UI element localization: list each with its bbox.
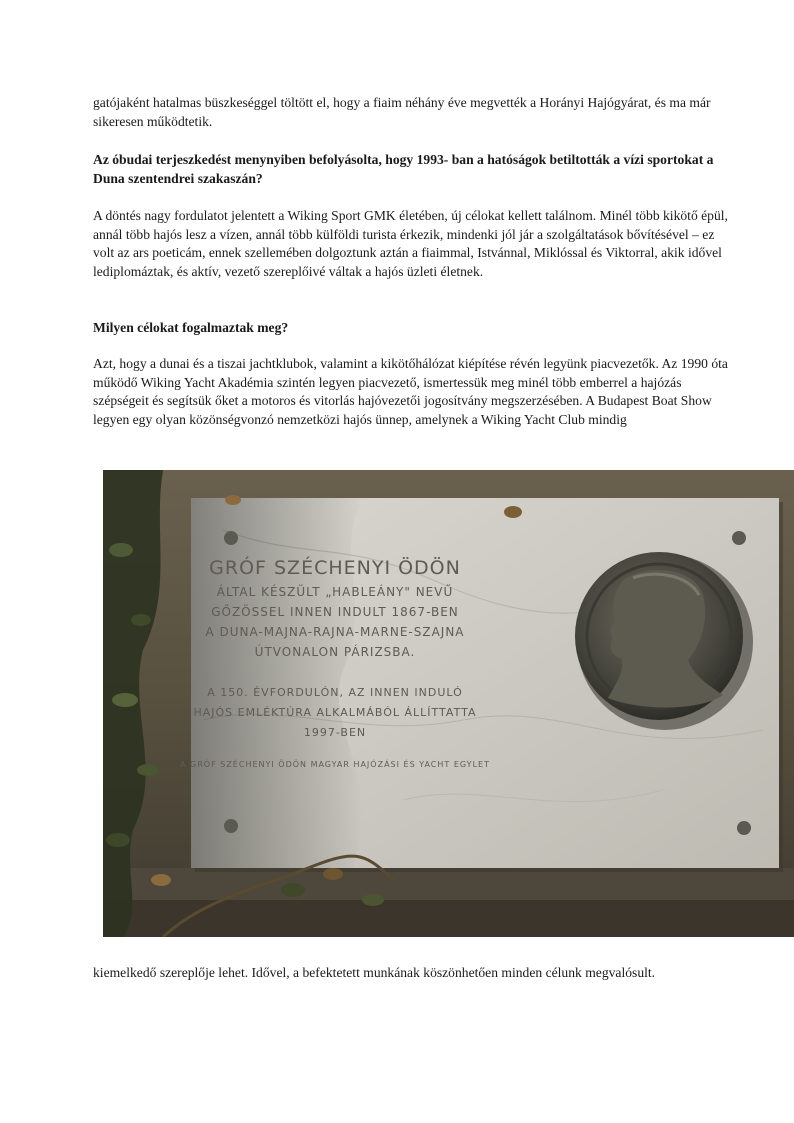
plaque-line-3: GŐZÖSSEL INNEN INDULT 1867-BEN (211, 605, 459, 619)
plaque-line-7: HAJÓS EMLÉKTÚRA ALKALMÁBÓL ÁLLÍTTATTA (193, 706, 477, 719)
plaque-line-1: GRÓF SZÉCHENYI ÖDÖN (209, 557, 461, 579)
plaque-line-4: A DUNA-MAJNA-RAJNA-MARNE-SZAJNA (205, 625, 465, 639)
plaque-line-2: ÁLTAL KÉSZÜLT „HABLEÁNY" NEVŰ (216, 585, 454, 599)
plaque-line-5: ÚTVONALON PÁRIZSBA. (254, 645, 416, 659)
memorial-plaque-photo (103, 470, 794, 937)
plaque-line-6: A 150. ÉVFORDULÓN, AZ INNEN INDULÓ (207, 686, 463, 699)
body-paragraph-4: kiemelkedő szereplője lehet. Idővel, a befektetett munkának köszönhetően minden célunk megvalósult. (93, 965, 656, 980)
plaque-line-8: 1997-BEN (303, 726, 367, 739)
body-paragraph-3: Azt, hogy a dunai és a tiszai jachtklubok, valamint a kikötőhálózat kiépítése révén legyünk piacvezetők. Az 1990 óta működő Wiking Yacht Akadémia szintén legyen piacvezető, ismertessük meg minél több emberrel a hajózás szépségeit és segítsük őket a motoros és vitorlás hajóvezetői jogosítvány megszerzésében. A Budapest Boat Show legyen egy olyan közönségvonzó nemzetközi hajós ünnep, amelynek a Wiking Yacht Club mindig (93, 356, 728, 427)
plaque-line-9: A GRÓF SZÉCHENYI ÖDÖN MAGYAR HAJÓZÁSI ÉS YACHT EGYLET (180, 760, 490, 769)
body-paragraph-2: A döntés nagy fordulatot jelentett a Wiking Sport GMK életében, új célokat kellett találnom. Minél több kikötő épül, annál több hajós lesz a vízen, annál több külföldi turista érkezik, mindenki jól jár a szolgáltatások bővítésével – ez volt az ars poeticám, ennek szellemében dolgoztunk aztán a fiaimmal, Istvánnal, Miklóssal és Viktorral, akik idővel lediplomáztak, és aktív, vezető szereplőivé váltak a hajós üzleti életnek. (93, 208, 728, 279)
interview-question-2: Milyen célokat fogalmaztak meg? (93, 320, 289, 335)
body-paragraph-1: gatójaként hatalmas büszkeséggel töltött el, hogy a fiaim néhány éve megvették a Horányi Hajógyárat, és ma már sikeresen működtetik. (93, 95, 711, 129)
interview-question-1: Az óbudai terjeszkedést menynyiben befolyásolta, hogy 1993- ban a hatóságok betiltották a vízi sportokat a Duna szentendrei szakaszán? (93, 152, 714, 186)
